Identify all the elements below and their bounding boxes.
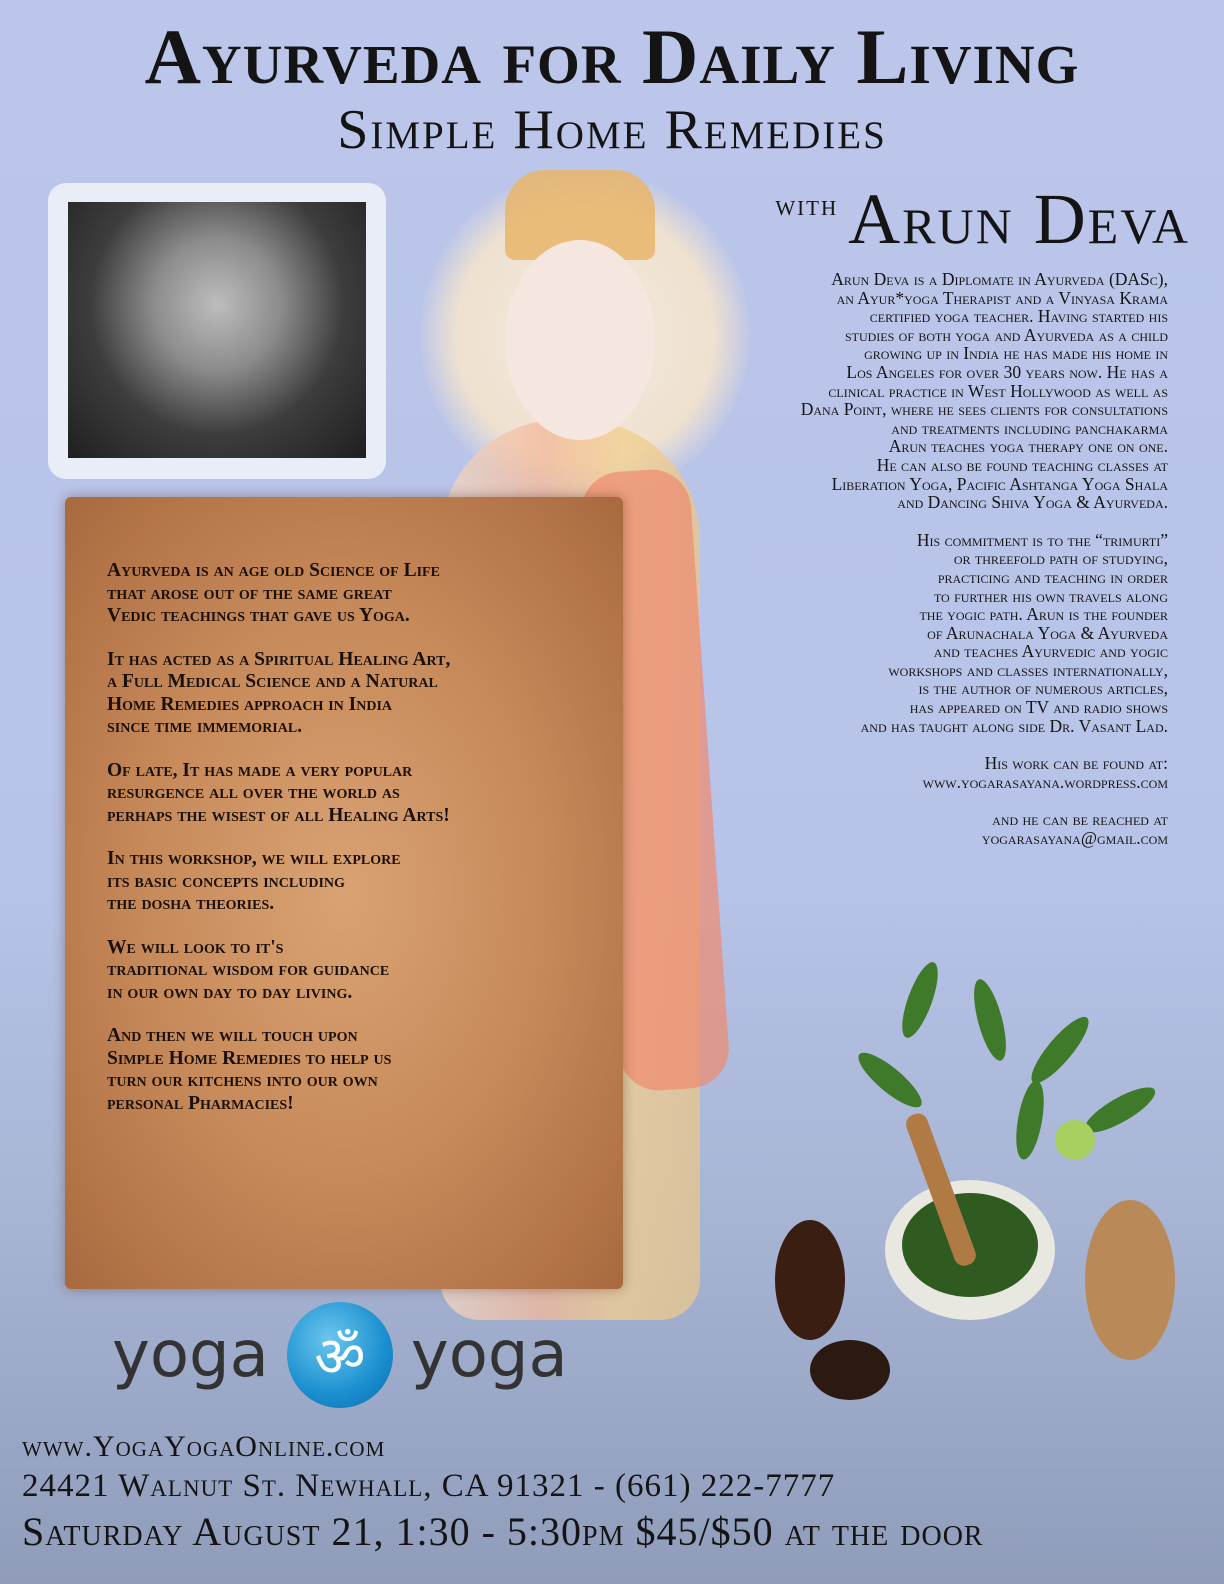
text-line: resurgence all over the world as	[107, 782, 400, 803]
text-line: since time immemorial.	[107, 716, 303, 737]
text-line: His work can be found at:	[984, 753, 1168, 774]
text-line: Of late, It has made a very popular	[107, 759, 413, 781]
text-line: in our own day to day living.	[107, 981, 353, 1003]
text-line: turn our kitchens into our own	[107, 1070, 378, 1091]
text-line: www.yogarasayana.wordpress.com	[922, 771, 1168, 792]
text-line: that arose out of the same great	[107, 582, 392, 604]
paragraph	[107, 560, 607, 628]
paragraph	[568, 754, 1168, 791]
text-line: In this workshop, we will explore	[107, 848, 401, 869]
text-line: is the author of numerous articles,	[918, 678, 1168, 699]
page-subtitle: Simple Home Remedies	[337, 99, 887, 161]
text-line: perhaps the wisest of all Healing Arts!	[107, 804, 450, 826]
text-line: of Arunachala Yoga & Ayurveda	[927, 622, 1168, 643]
paragraph	[107, 937, 607, 1005]
logo-text-left: yoga	[112, 1318, 269, 1392]
yoga-yoga-logo	[112, 1300, 568, 1410]
om-icon: ॐ	[287, 1302, 393, 1408]
text-line: practicing and teaching in order	[937, 566, 1168, 587]
logo-text-right: yoga	[410, 1318, 568, 1392]
text-line: Home Remedies approach in India	[107, 693, 393, 715]
presenter-bio	[568, 270, 1168, 867]
paragraph	[568, 810, 1168, 847]
text-line: We will look to it's	[107, 936, 284, 958]
text-line: Arun Deva is a Diplomate in Ayurveda (DASc),	[831, 269, 1168, 289]
presenter-line	[775, 178, 1190, 261]
text-line: certified yoga teacher. Having started his	[869, 306, 1168, 327]
text-line: workshops and classes internationally,	[888, 659, 1168, 680]
text-line: And then we will touch upon	[107, 1025, 358, 1046]
paragraph	[568, 531, 1168, 736]
lime-slice	[1055, 1120, 1095, 1160]
text-line: Ayurveda is an age old Science of Life	[107, 560, 440, 581]
text-line: clinical practice in West Hollywood as well as	[828, 380, 1168, 401]
cloves	[775, 1220, 845, 1340]
event-details: Saturday August 21, 1:30 - 5:30pm $45/$50 at the door	[22, 1509, 984, 1554]
website-link[interactable]: www.YogaYogaOnline.com	[22, 1430, 386, 1463]
text-line: or threefold path of studying,	[953, 548, 1168, 569]
text-line: a Full Medical Science and a Natural	[107, 671, 438, 692]
text-line: Vedic teachings that gave us Yoga.	[107, 605, 410, 626]
ginger	[1085, 1200, 1175, 1360]
presenter-photo	[68, 202, 366, 458]
paragraph	[107, 760, 607, 828]
text-line: and he can be reached at	[992, 809, 1168, 830]
text-line: has appeared on TV and radio shows	[909, 697, 1168, 718]
neem-leaves	[852, 960, 1161, 1161]
workshop-description	[107, 560, 607, 1136]
page-title: Ayurveda for Daily Living	[144, 13, 1080, 100]
text-line: its basic concepts including	[107, 870, 345, 892]
paragraph	[568, 270, 1168, 512]
text-line: Los Angeles for over 30 years now. He has a	[846, 361, 1168, 382]
presenter-name: Arun Deva	[848, 179, 1190, 259]
text-line: and teaches Ayurvedic and yogic	[933, 641, 1168, 662]
text-line: traditional wisdom for guidance	[107, 959, 390, 980]
peppercorns	[810, 1340, 890, 1400]
text-line: It has acted as a Spiritual Healing Art,	[107, 648, 451, 670]
text-line: yogarasayana@gmail.com	[981, 828, 1168, 849]
text-line: and has taught along side Dr. Vasant Lad.	[860, 715, 1168, 736]
text-line: Simple Home Remedies to help us	[107, 1047, 392, 1069]
text-line: His commitment is to the “trimurti”	[916, 529, 1168, 550]
text-line: Arun teaches yoga therapy one on one.	[888, 436, 1168, 457]
paragraph	[107, 649, 607, 739]
herbs-illustration	[770, 960, 1190, 1400]
text-line: to further his own travels along	[933, 585, 1168, 606]
text-line: the yogic path. Arun is the founder	[919, 604, 1168, 625]
paragraph	[107, 848, 607, 916]
text-line: growing up in India he has made his home in	[864, 343, 1168, 364]
paragraph	[107, 1025, 607, 1115]
text-line: studies of both yoga and Ayurveda as a child	[844, 324, 1168, 345]
address: 24421 Walnut St. Newhall, CA 91321 - (661) 222-7777	[22, 1468, 836, 1504]
text-line: personal Pharmacies!	[107, 1092, 294, 1114]
text-line: Liberation Yoga, Pacific Ashtanga Yoga Shala	[831, 473, 1168, 494]
text-line: He can also be found teaching classes at	[876, 454, 1168, 475]
text-line: an Ayur*yoga Therapist and a Vinyasa Krama	[836, 287, 1168, 308]
text-line: and Dancing Shiva Yoga & Ayurveda.	[897, 492, 1168, 513]
with-label: with	[775, 189, 839, 222]
text-line: Dana Point, where he sees clients for consultations	[800, 399, 1168, 420]
text-line: the dosha theories.	[107, 893, 275, 914]
text-line: and treatments including panchakarma	[891, 417, 1168, 438]
